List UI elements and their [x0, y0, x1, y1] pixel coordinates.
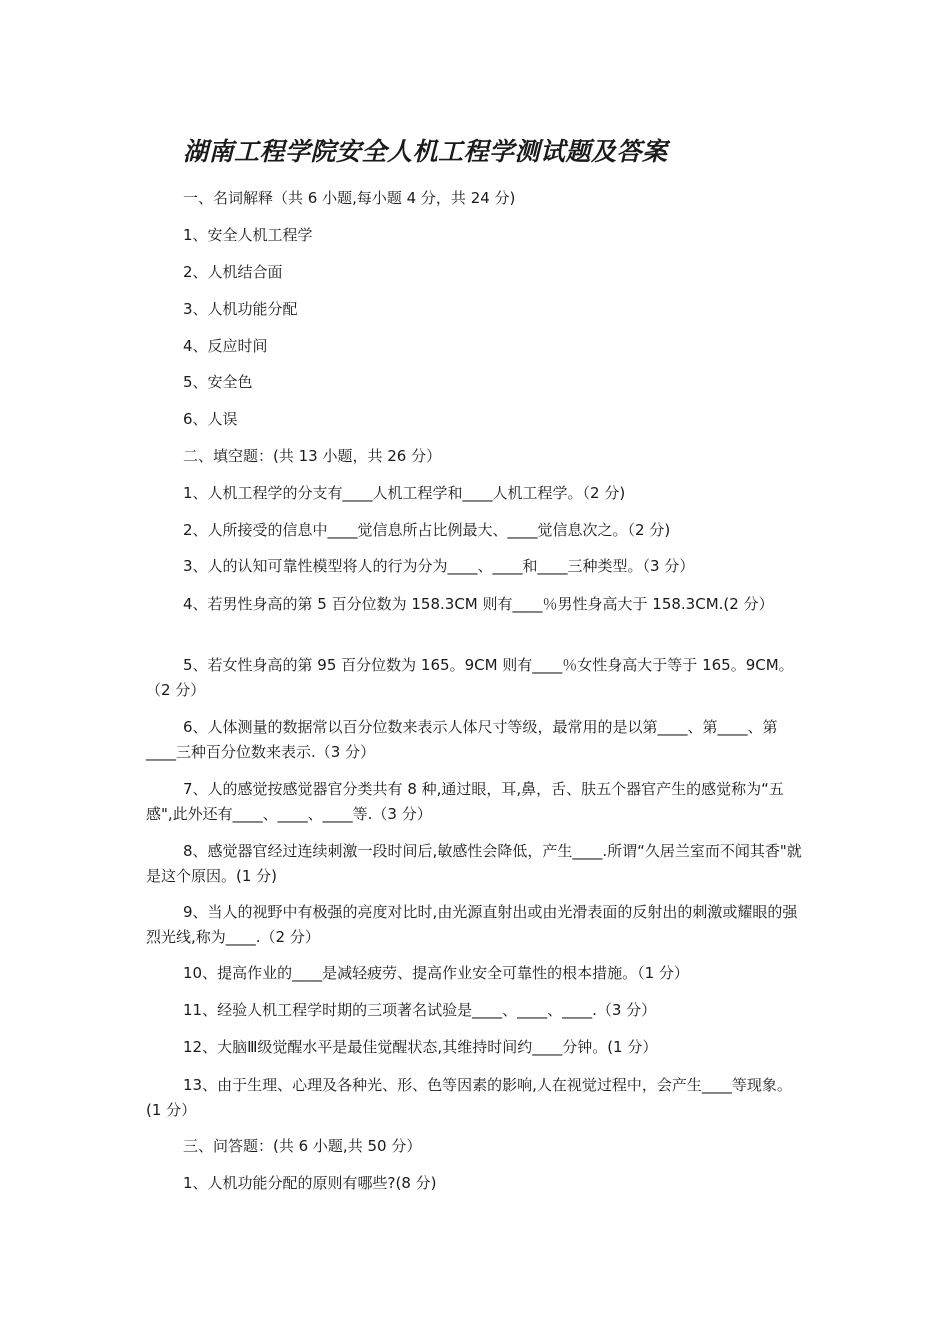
section1-item: 3、人机功能分配 — [183, 300, 298, 318]
section1-item: 2、人机结合面 — [183, 263, 283, 281]
document-title: 湖南工程学院安全人机工程学测试题及答案 — [183, 137, 668, 166]
section2-item: 11、经验人机工程学时期的三项著名试验是____、____、____.（3 分） — [183, 1001, 657, 1019]
section2-item: 5、若女性身高的第 95 百分位数为 165。9CM 则有____％女性身高大于等于 165。9CM。（2 分） — [146, 656, 794, 699]
section2-item: 3、人的认知可靠性模型将人的行为分为____、____和____三种类型。（3 分） — [183, 557, 695, 575]
section2-item: 13、由于生理、心理及各种光、形、色等因素的影响,人在视觉过程中，会产生____等现象。(1 分） — [146, 1076, 792, 1119]
section1-item: 6、人误 — [183, 410, 238, 428]
section2-item: 2、人所接受的信息中____觉信息所占比例最大、____觉信息次之。（2 分) — [183, 521, 671, 539]
section2-item: 1、人机工程学的分支有____人机工程学和____人机工程学。（2 分) — [183, 484, 626, 502]
section2-item: 4、若男性身高的第 5 百分位数为 158.3CM 则有____％男性身高大于 158.3CM.(2 分） — [183, 595, 774, 613]
section1-item: 5、安全色 — [183, 373, 253, 391]
section1-item: 4、反应时间 — [183, 337, 268, 355]
section3-item: 1、人机功能分配的原则有哪些?(8 分) — [183, 1174, 437, 1192]
section2-item: 10、提高作业的____是减轻疲劳、提高作业安全可靠性的根本措施。（1 分） — [183, 964, 689, 982]
section2-heading: 二、填空题：(共 13 小题，共 26 分） — [183, 447, 442, 465]
section3-heading: 三、问答题：(共 6 小题,共 50 分） — [183, 1137, 422, 1155]
section2-item: 7、人的感觉按感觉器官分类共有 8 种,通过眼，耳,鼻，舌、肤五个器官产生的感觉称为“五感",此外还有____、____、____等.（3 分） — [146, 780, 784, 823]
section2-item: 8、感觉器官经过连续刺激一段时间后,敏感性会降低，产生____.所谓“久居兰室而不闻其香"就是这个原因。(1 分) — [146, 842, 802, 885]
section2-item: 6、人体测量的数据常以百分位数来表示人体尺寸等级，最常用的是以第____、第____、第____三种百分位数来表示.（3 分） — [146, 718, 778, 761]
section2-item: 9、当人的视野中有极强的亮度对比时,由光源直射出或由光滑表面的反射出的刺激或耀眼的强烈光线,称为____.（2 分） — [146, 903, 798, 946]
section1-item: 1、安全人机工程学 — [183, 226, 313, 244]
section1-heading: 一、名词解释（共 6 小题,每小题 4 分，共 24 分) — [183, 189, 516, 207]
section2-item: 12、大脑Ⅲ级觉醒水平是最佳觉醒状态,其维持时间约____分钟。(1 分） — [183, 1038, 658, 1056]
